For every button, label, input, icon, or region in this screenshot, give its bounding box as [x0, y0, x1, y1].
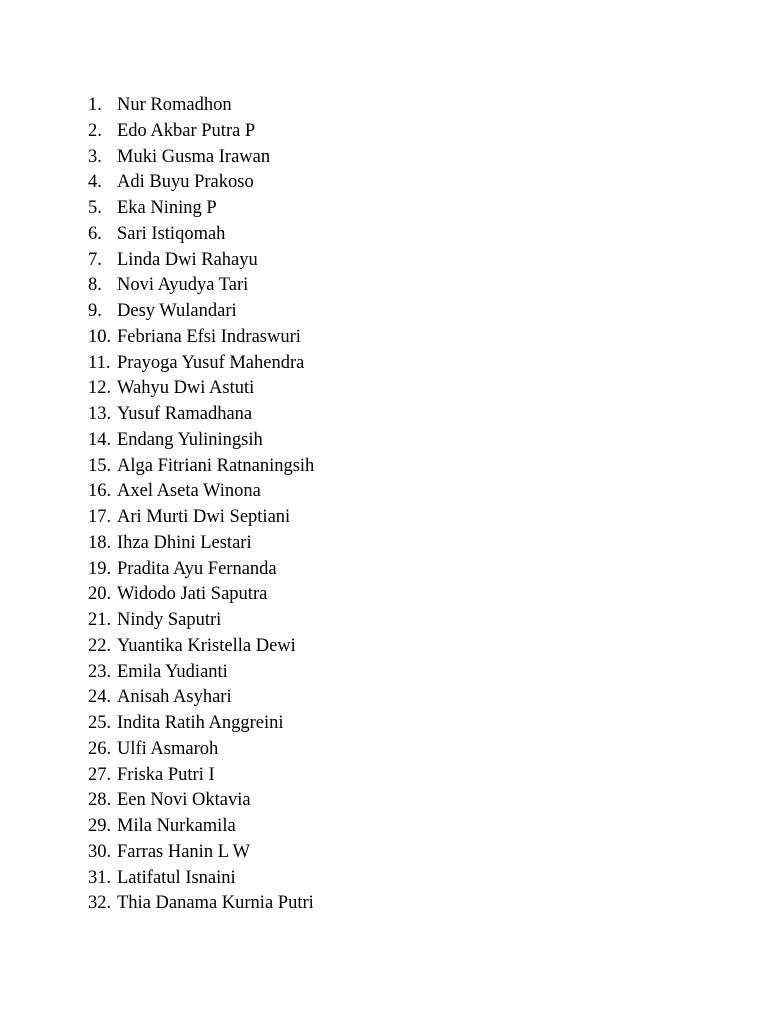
list-item-name: Pradita Ayu Fernanda	[117, 558, 277, 579]
list-item-number: 25.	[88, 713, 112, 733]
list-item	[88, 428, 314, 454]
list-item-number: 29.	[88, 816, 112, 836]
list-item-name: Muki Gusma Irawan	[117, 146, 271, 167]
list-item-name: Indita Ratih Anggreini	[117, 713, 284, 733]
list-item	[88, 711, 314, 737]
list-item-number: 3.	[88, 146, 102, 167]
list-item-name: Alga Fitriani Ratnaningsih	[117, 455, 315, 476]
list-item	[88, 634, 314, 660]
list-item-number: 31.	[88, 867, 112, 888]
list-item	[88, 325, 314, 351]
list-item-name: Farras Hanin L W	[117, 841, 251, 862]
list-item	[88, 660, 314, 686]
list-item	[88, 685, 314, 711]
list-item	[88, 531, 314, 557]
list-item-number: 22.	[88, 635, 112, 656]
list-item-number: 14.	[88, 429, 112, 450]
list-item	[88, 737, 314, 763]
list-item	[88, 93, 314, 119]
list-item-number: 27.	[88, 764, 112, 785]
list-item-name: Ihza Dhini Lestari	[117, 532, 252, 553]
list-item-name: Thia Danama Kurnia Putri	[117, 893, 314, 914]
list-item-number: 18.	[88, 532, 112, 553]
list-item-number: 20.	[88, 584, 112, 605]
list-item	[88, 788, 314, 814]
list-item	[88, 891, 314, 917]
list-item-number: 26.	[88, 738, 112, 759]
list-item	[88, 814, 314, 840]
list-item	[88, 119, 314, 145]
list-item-number: 2.	[88, 120, 102, 141]
list-item	[88, 505, 314, 531]
list-item-number: 4.	[88, 172, 102, 193]
list-item	[88, 248, 314, 274]
list-item-number: 11.	[88, 352, 111, 373]
list-item-name: Wahyu Dwi Astuti	[117, 378, 255, 399]
list-item-name: Nindy Saputri	[117, 610, 222, 630]
list-item-number: 9.	[88, 301, 102, 321]
list-item	[88, 351, 314, 377]
list-item-name: Anisah Asyhari	[117, 687, 232, 708]
list-item	[88, 608, 314, 634]
list-item-number: 12.	[88, 378, 112, 399]
list-item-number: 30.	[88, 841, 112, 862]
list-item-name: Endang Yuliningsih	[117, 429, 263, 450]
list-item-name: Yuantika Kristella Dewi	[117, 635, 296, 656]
list-item	[88, 402, 314, 428]
list-item-name: Ulfi Asmaroh	[117, 738, 219, 759]
list-item-name: Febriana Efsi Indraswuri	[117, 326, 301, 347]
list-item	[88, 196, 314, 222]
list-item-name: Emila Yudianti	[117, 661, 228, 682]
list-item-name: Nur Romadhon	[117, 95, 232, 115]
list-item	[88, 170, 314, 196]
list-item-number: 15.	[88, 455, 112, 476]
list-item-name: Widodo Jati Saputra	[117, 584, 268, 605]
list-item-name: Axel Aseta Winona	[117, 481, 261, 502]
numbered-name-list	[88, 93, 314, 917]
list-item	[88, 145, 314, 171]
list-item-name: Prayoga Yusuf Mahendra	[117, 352, 305, 373]
list-item-number: 32.	[88, 893, 112, 914]
list-item-name: Eka Nining P	[117, 198, 217, 218]
list-item-name: Novi Ayudya Tari	[117, 275, 249, 296]
list-item-number: 10.	[88, 326, 112, 347]
list-item-name: Een Novi Oktavia	[117, 790, 251, 811]
list-item-name: Edo Akbar Putra P	[117, 120, 256, 141]
list-item-name: Friska Putri I	[117, 764, 215, 785]
list-item-number: 6.	[88, 223, 102, 244]
list-item	[88, 557, 314, 583]
list-item	[88, 454, 314, 480]
list-item-name: Ari Murti Dwi Septiani	[117, 507, 291, 527]
list-item-name: Linda Dwi Rahayu	[117, 249, 258, 270]
list-item-name: Adi Buyu Prakoso	[117, 172, 254, 193]
list-item	[88, 222, 314, 248]
list-item-number: 28.	[88, 790, 112, 811]
list-item-number: 16.	[88, 481, 112, 502]
list-item-name: Yusuf Ramadhana	[117, 404, 253, 424]
list-item	[88, 866, 314, 892]
list-item-name: Desy Wulandari	[117, 301, 237, 321]
list-item-number: 1.	[88, 95, 102, 115]
list-item-number: 17.	[88, 507, 112, 527]
list-item	[88, 582, 314, 608]
list-item-name: Mila Nurkamila	[117, 816, 236, 836]
list-item	[88, 273, 314, 299]
list-item	[88, 376, 314, 402]
list-item-name: Sari Istiqomah	[117, 223, 226, 244]
list-item-number: 5.	[88, 198, 102, 218]
list-item-number: 13.	[88, 404, 112, 424]
list-item-number: 23.	[88, 661, 112, 682]
list-item-number: 7.	[88, 249, 102, 270]
list-item-number: 8.	[88, 275, 102, 296]
list-item	[88, 840, 314, 866]
list-item-number: 19.	[88, 558, 112, 579]
list-item-number: 24.	[88, 687, 112, 708]
list-item-name: Latifatul Isnaini	[117, 867, 236, 888]
list-item-number: 21.	[88, 610, 112, 630]
list-item	[88, 763, 314, 789]
list-item	[88, 479, 314, 505]
list-item	[88, 299, 314, 325]
